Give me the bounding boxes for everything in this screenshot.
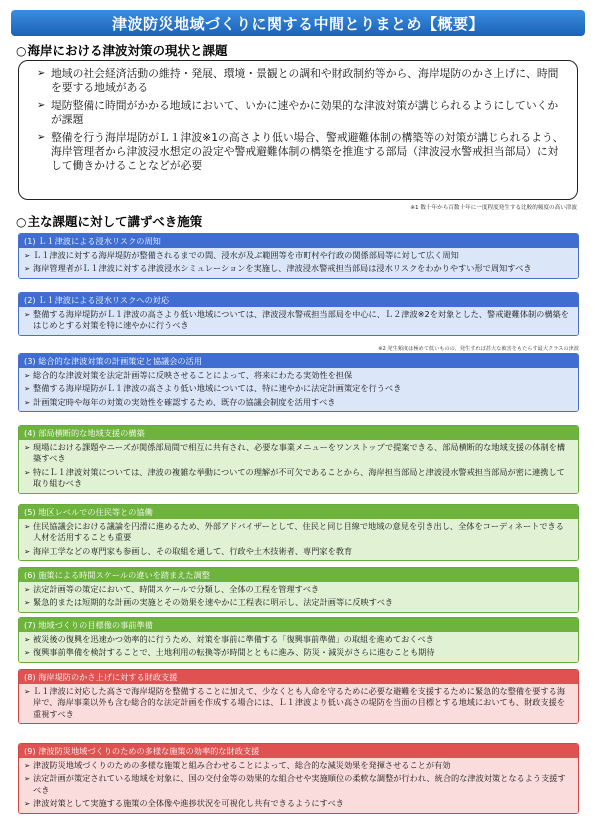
- measure-item: [24, 521, 572, 544]
- measure-item: [24, 773, 572, 796]
- measure-item: [24, 442, 572, 465]
- arrow-icon: ➢: [24, 467, 31, 477]
- status-item-text: 整備を行う海岸堤防がＬ１津波※1の高さより低い場合、警戒避難体制の構築等の対策が講じられるよう、海岸管理者から津波浸水想定の設定や警戒避難体制の構築を推進する部局（津波浸水警戒担当部局）に対して働きかけることなどが必要: [51, 131, 564, 172]
- measure-item: [24, 584, 572, 595]
- footnote-l1-tsunami: ※1 数十年から百数十年に一度程度発生する比較的頻度の高い津波: [410, 205, 577, 211]
- measure-box-5: [18, 504, 579, 561]
- measure-body: [19, 368, 578, 411]
- measure-item: [24, 647, 572, 658]
- measure-body: [19, 440, 578, 493]
- measure-item-text: 総合的な津波対策を法定計画等に反映させることによって、将来にわたる実効性を担保: [33, 370, 353, 380]
- measure-item: [24, 397, 572, 408]
- measure-item-text: 津波対策として実施する施策の全体像や進捗状況を可視化し共有できるようにすべき: [33, 798, 344, 809]
- page-title: 津波防災地域づくりに関する中間とりまとめ【概要】: [11, 10, 585, 36]
- arrow-icon: ➢: [24, 761, 31, 770]
- arrow-icon: ➢: [24, 384, 31, 394]
- arrow-icon: ➢: [24, 799, 31, 809]
- section-heading-current-status: [16, 41, 228, 59]
- measure-item-text: 法定計画が策定されている地域を対象に、国の交付金等の効果的な組合せや実施順位の柔軟な調整が行われ、統合的な津波対策となるよう支援すべき: [33, 773, 566, 795]
- measure-item: [24, 250, 572, 261]
- status-item-text: 堤防整備に時間がかかる地域において、いかに速やかに効果的な津波対策が講じられるようにしていくかが課題: [51, 99, 559, 126]
- arrow-icon: ➢: [24, 397, 31, 407]
- arrow-icon: ➢: [24, 585, 31, 594]
- measure-item-text: 計画策定時や毎年の対策の実効性を確認するため、既存の協議会制度を活用すべき: [33, 396, 336, 407]
- measure-body: [19, 582, 578, 612]
- measure-box-6: [18, 567, 579, 613]
- measure-item-text: 海岸工学などの専門家も参画し、その取組を通して、行政や土木技術者、専門家を教育: [33, 545, 353, 556]
- measure-item: [24, 383, 572, 394]
- current-status-box: [18, 60, 578, 200]
- measure-item-text: Ｌ１津波に対する海岸堤防が整備されるまでの間、浸水が及ぶ範囲等を市町村や行政の関係部局等に対して広く周知: [33, 250, 459, 260]
- status-item: [37, 67, 567, 94]
- measure-title: (8) 海岸堤防のかさ上げに対する財政支援: [19, 670, 578, 684]
- measure-body: [19, 684, 578, 723]
- measure-item-text: 復興事前準備を検討することで、土地利用の転換等が時間とともに進み、防災・減災がさらに進むことも期待: [33, 647, 435, 658]
- measure-item-text: 緊急的または短期的な計画の実施とその効果を速やかに工程表に明示し、法定計画等に反映すべき: [33, 597, 394, 608]
- circle-mark: ○: [16, 215, 27, 229]
- arrow-icon: ➢: [37, 68, 46, 79]
- measure-title: (6) 施策による時間スケールの違いを踏まえた調整: [19, 568, 578, 582]
- section-heading-measures: [16, 212, 202, 230]
- measure-box-7: [18, 617, 579, 663]
- arrow-icon: ➢: [24, 774, 31, 784]
- measure-item-text: 法定計画等の策定において、時間スケールで分類し、全体の工程を管理すべき: [33, 584, 320, 594]
- measure-item: [24, 370, 572, 381]
- measure-item-text: 住民協議会における議論を円滑に進めるため、外部アドバイザーとして、住民と同じ目線で地域の意見を引き出し、全体をコーディネートできる人材を活用することも重要: [33, 521, 564, 543]
- measure-body: [19, 758, 578, 813]
- measure-item: [24, 309, 572, 332]
- arrow-icon: ➢: [24, 598, 31, 608]
- arrow-icon: ➢: [24, 546, 31, 556]
- measure-title: (2) Ｌ１津波による浸水リスクへの対応: [19, 293, 578, 307]
- status-item: [37, 99, 567, 126]
- arrow-icon: ➢: [24, 310, 31, 319]
- footnote-l2-tsunami: ※2 発生頻度は極めて低いものの、発生すれば甚大な被害をもたらす最大クラスの津波: [378, 346, 579, 352]
- measure-title: (9) 津波防災地域づくりのための多様な施策の効率的な財政支援: [19, 744, 578, 758]
- measure-item-text: 津波防災地域づくりのための多様な施策と組み合わせることによって、総合的な減災効果を発揮させることが有効: [33, 760, 451, 770]
- measure-body: [19, 632, 578, 662]
- arrow-icon: ➢: [24, 687, 31, 696]
- section-heading-text: 主な課題に対して講ずべき施策: [27, 214, 203, 229]
- measure-item: [24, 467, 572, 490]
- arrow-icon: ➢: [24, 251, 31, 260]
- arrow-icon: ➢: [37, 100, 46, 112]
- measure-body: [19, 248, 578, 278]
- measure-item: [24, 798, 572, 809]
- measure-box-8: [18, 669, 579, 724]
- status-item: [37, 131, 567, 172]
- measure-item: [24, 686, 572, 720]
- measure-item-text: 現場における課題やニーズが関係部局間で相互に共有され、必要な事業メニューをワンストップで提案できる、部局横断的な地域支援の体制を構築すべき: [33, 442, 566, 464]
- arrow-icon: ➢: [24, 443, 31, 452]
- measure-item: [24, 760, 572, 771]
- measure-item: [24, 597, 572, 608]
- measure-body: [19, 307, 578, 335]
- measure-box-2: [18, 292, 579, 336]
- arrow-icon: ➢: [37, 132, 46, 144]
- measure-box-9: [18, 743, 579, 814]
- measure-title: (1) Ｌ１津波による浸水リスクの周知: [19, 234, 578, 248]
- arrow-icon: ➢: [24, 371, 31, 380]
- measure-item-text: 被災後の復興を迅速かつ効率的に行うため、対策を事前に準備する「復興事前準備」の取組を進めておくべき: [33, 634, 434, 644]
- measure-box-4: [18, 425, 579, 494]
- measure-item: [24, 546, 572, 557]
- section-heading-text: 海岸における津波対策の現状と課題: [27, 43, 228, 58]
- measure-title: (7) 地域づくりの目標像の事前準備: [19, 618, 578, 632]
- measure-item-text: 海岸管理者がＬ１津波に対する津波浸水シミュレーションを実施し、津波浸水警戒担当部局は浸水リスクをわかりやすい形で周知すべき: [33, 263, 532, 274]
- measure-title: (4) 部局横断的な地域支援の構築: [19, 426, 578, 440]
- measure-item-text: 特にＬ１津波対策については、津波の複雑な挙動についての理解が不可欠であることから、海岸担当部局と津波浸水警戒担当部局が密に連携して取り組むべき: [33, 466, 565, 489]
- arrow-icon: ➢: [24, 264, 31, 274]
- status-item-text: 地域の社会経済活動の維持・発展、環境・景観との調和や財政制約等から、海岸堤防のかさ上げに、時間を要する地域がある: [51, 67, 559, 94]
- circle-mark: ○: [16, 44, 27, 58]
- arrow-icon: ➢: [24, 635, 31, 644]
- measure-box-1: [18, 233, 579, 279]
- measure-item-text: 整備する海岸堤防がＬ１津波の高さより低い地域については、津波浸水警戒担当部局を中心に、Ｌ２津波※2を対象とした、警戒避難体制の構築をはじめとする対策を特に速やかに行うべき: [33, 309, 569, 331]
- arrow-icon: ➢: [24, 648, 31, 658]
- measure-box-3: [18, 353, 579, 412]
- measure-item-text: Ｌ１津波に対応した高さで海岸堤防を整備することに加えて、少なくとも人命を守るために必要な避難を支援するために緊急的な整備を要する海岸で、海岸事業以外も含む総合的な法定計画を作成する場合には、Ｌ１津波より低い高さの堤防を当面の目標とする地域においても、財政支援を重視すべき: [33, 686, 566, 719]
- measure-title: (5) 地区レベルでの住民等との協働: [19, 505, 578, 519]
- measure-body: [19, 519, 578, 560]
- measure-item: [24, 634, 572, 645]
- measure-item: [24, 263, 572, 274]
- measure-item-text: 整備する海岸堤防がＬ１津波の高さより低い地域については、特に速やかに法定計画策定を行うべき: [33, 383, 402, 394]
- arrow-icon: ➢: [24, 522, 31, 531]
- measure-title: (3) 総合的な津波対策の計画策定と協議会の活用: [19, 354, 578, 368]
